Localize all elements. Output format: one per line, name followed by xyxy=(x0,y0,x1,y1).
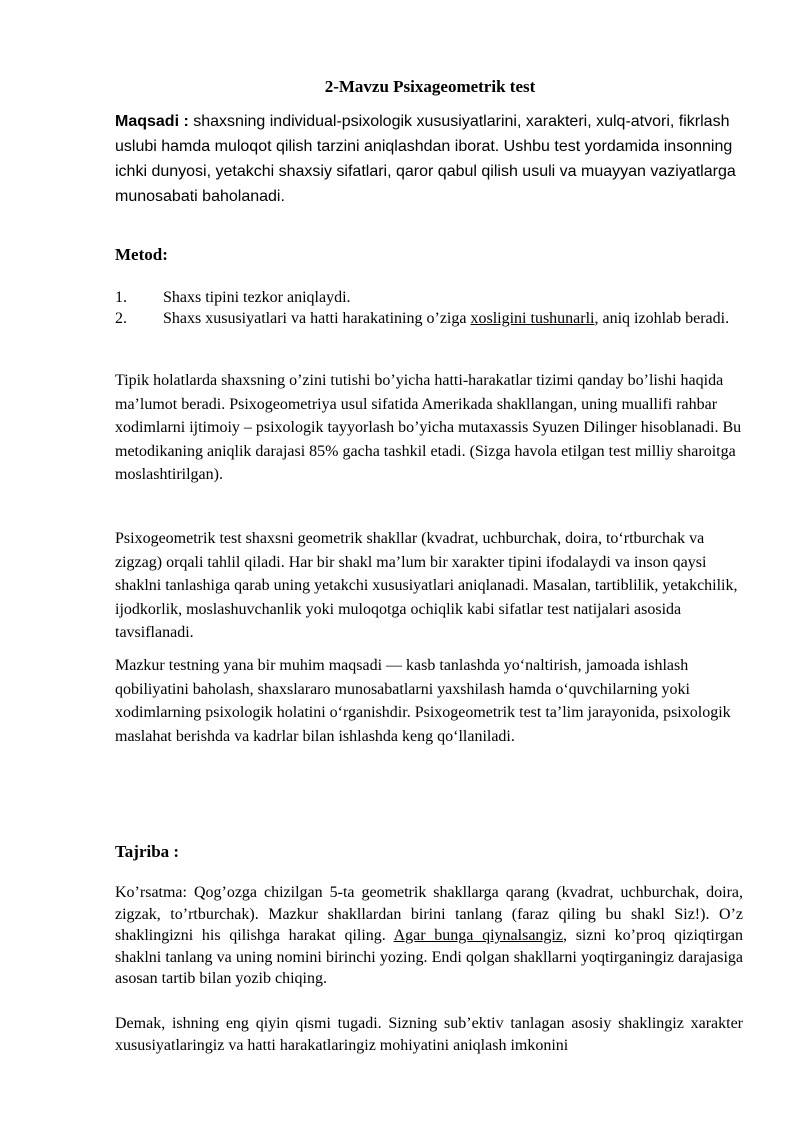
method-item-text: , aniq izohlab beradi. xyxy=(594,310,730,327)
method-item-number: 1. xyxy=(115,289,127,306)
purpose-paragraph xyxy=(115,109,743,209)
method-item xyxy=(115,287,743,308)
method-item xyxy=(115,308,743,329)
method-heading: Metod: xyxy=(115,245,168,264)
instruction-link[interactable]: Agar bunga qiynalsangiz xyxy=(393,927,563,944)
purpose-text: shaxsning individual-psixologik xususiyatlarini, xarakteri, xulq-atvori, fikrlash uslubi hamda muloqot qilish tarzini aniqlashdan iborat. Ushbu test yordamida insonning ichki dunyosi, yetakchi shaxsiy sifatlari, qaror qabul qilish usuli va muayyan vaziyatlarga munosabati baholanadi. xyxy=(115,113,736,205)
method-list xyxy=(115,287,743,329)
method-item-text: Shaxs tipini tezkor aniqlaydi. xyxy=(163,289,351,306)
experiment-heading: Tajriba : xyxy=(115,842,180,861)
body-paragraph: Psixogeometrik test shaxsni geometrik shakllar (kvadrat, uchburchak, doira, to‘rtburchak va zigzag) orqali tahlil qiladi. Har bir shakl ma’lum bir xarakter tipini ifodalaydi va inson qaysi shaklni tanlashiga qarab uning yetakchi xususiyatlari aniqlanadi. Masalan, tartiblilik, yetakchilik, ijodkorlik, moslashuvchanlik yoki muloqotga ochiqlik kabi sifatlar test natijalari asosida tavsiflanadi. xyxy=(115,530,738,641)
body-paragraph: Mazkur testning yana bir muhim maqsadi — kasb tanlashda yo‘naltirish, jamoada ishlash qobiliyatini baholash, shaxslararo munosabatlarni yaxshilash hamda o‘quvchilarning yoki xodimlarning psixologik holatini o‘rganishdir. Psixogeometrik test ta’lim jarayonida, psixologik maslahat berishda va kadrlar bilan ishlashda keng qo‘llaniladi. xyxy=(115,657,731,745)
purpose-label: Maqsadi : xyxy=(115,113,189,130)
instruction-text: Ko’rsatma: Qog’ozga chizilgan 5-ta geometrik shakllarga qarang (kvadrat, uchburchak, doira, zigzak, to’rtburchak). Mazkur shakllardan birini tanlang (faraz qiling bu shakl Siz!). O’z shaklingizni his qilishga harakat qiling. xyxy=(115,884,743,944)
document-title: 2-Mavzu Psixageometrik test xyxy=(324,77,536,96)
instruction-text: , sizni ko’proq qiziqtirgan shaklni tanlang va uning nomini birinchi yozing. Endi qolgan shakllarni yoqtirganingiz darajasiga asosan tartib bilan yozib chiqing. xyxy=(115,927,744,987)
method-item-number: 2. xyxy=(115,310,127,327)
method-item-text: Shaxs xususiyatlari va hatti harakatining o’ziga xyxy=(163,310,471,327)
body-paragraph: Tipik holatlarda shaxsning o’zini tutishi bo’yicha hatti-harakatlar tizimi qanday bo’lishi haqida ma’lumot beradi. Psixogeometriya usul sifatida Amerikada shakllangan, uning muallifi rahbar xodimlarni ijtimoiy – psixologik tayyorlash bo’yicha mutaxassis Syuzen Dilinger hisoblanadi. Bu metodikaning aniqlik darajasi 85% gacha tashkil etadi. (Sizga havola etilgan test milliy sharoitga moslashtirilgan). xyxy=(115,372,742,483)
final-paragraph: Demak, ishning eng qiyin qismi tugadi. Sizning sub’ektiv tanlagan asosiy shaklingiz xarakter xususiyatlaringiz va hatti harakatlaringiz mohiyatini aniqlash imkonini xyxy=(115,1015,743,1054)
method-item-link[interactable]: xosligini tushunarli xyxy=(470,310,595,327)
instruction-paragraph xyxy=(115,882,743,990)
